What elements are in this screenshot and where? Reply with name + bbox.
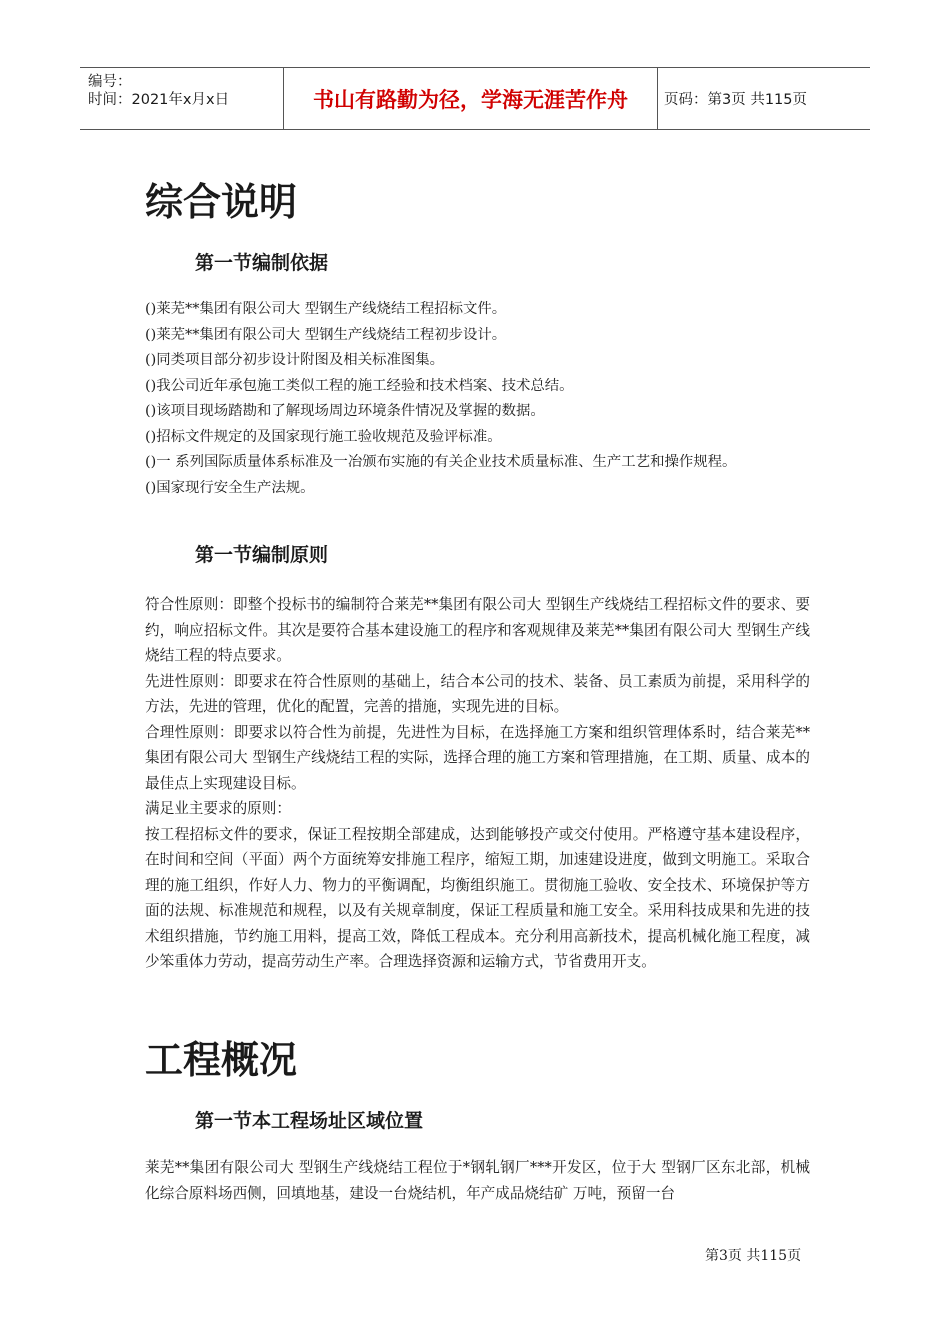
paragraph: 合理性原则：即要求以符合性为前提，先进性为目标，在选择施工方案和组织管理体系时，结合莱芜**集团有限公司大 型钢生产线烧结工程的实际，选择合理的施工方案和管理措施，在工期、质量、成本的最佳点上实现建设目标。 [145,723,810,792]
document-time-label: 时间：2021年x月x日 [88,92,230,108]
subsection-title-location: 第一节本工程场址区域位置 [195,1110,424,1132]
location-body [145,1155,810,1206]
list-item: ()招标文件规定的及国家现行施工验收规范及验评标准。 [145,428,502,445]
list-item: ()国家现行安全生产法规。 [145,479,315,496]
paragraph: 按工程招标文件的要求，保证工程按期全部建成，达到能够投产或交付使用。严格遵守基本建设程序，在时间和空间（平面）两个方面统筹安排施工程序，缩短工期，加速建设进度，做到文明施工。采取合理的施工组织，作好人力、物力的平衡调配，均衡组织施工。贯彻施工验收、安全技术、环境保护等方面的法规、标准规范和规程，以及有关规章制度，保证工程质量和施工安全。采用科技成果和先进的技术组织措施，节约施工用料，提高工效，降低工程成本。充分利用高新技术，提高机械化施工程度，减少笨重体力劳动，提高劳动生产率。合理选择资源和运输方式，节省费用开支。 [145,825,810,970]
document-number-label: 编号： [88,74,132,90]
paragraph: 符合性原则：即整个投标书的编制符合莱芜**集团有限公司大 型钢生产线烧结工程招标文件的要求、要约，响应招标文件。其次是要符合基本建设施工的程序和客观规律及莱芜**集团有限公司大 型钢生产线烧结工程的特点要求。 [145,596,810,664]
list-item: ()莱芜**集团有限公司大 型钢生产线烧结工程初步设计。 [145,326,507,343]
subsection-title-principles: 第一节编制原则 [195,544,329,566]
section-title-overview: 综合说明 [145,180,298,224]
section-title-project: 工程概况 [145,1038,298,1082]
header-motto: 书山有路勤为径，学海无涯苦作舟 [283,68,658,129]
basis-list [145,297,825,501]
list-item: ()莱芜**集团有限公司大 型钢生产线烧结工程招标文件。 [145,301,507,317]
list-item: ()一 系列国际质量体系标准及一冶颁布实施的有关企业技术质量标准、生产工艺和操作规程。 [145,454,737,470]
page-footer: 第3页 共115页 [705,1248,802,1264]
subsection-title-basis: 第一节编制依据 [195,252,329,274]
list-item: ()我公司近年承包施工类似工程的施工经验和技术档案、技术总结。 [145,377,574,394]
paragraph: 莱芜**集团有限公司大 型钢生产线烧结工程位于*钢轧钢厂***开发区，位于大 型钢厂区东北部，机械化综合原料场西侧，回填地基，建设一台烧结机，年产成品烧结矿 万吨，预留一台 [145,1159,810,1202]
header-page-info: 页码：第3页 共115页 [664,92,808,108]
paragraph: 满足业主要求的原则： [145,800,291,817]
header-meta [88,68,283,129]
paragraph: 先进性原则：即要求在符合性原则的基础上，结合本公司的技术、装备、员工素质为前提，采用科学的方法，先进的管理，优化的配置，完善的措施，实现先进的目标。 [145,672,810,715]
list-item: ()同类项目部分初步设计附图及相关标准图集。 [145,352,445,368]
list-item: ()该项目现场踏勘和了解现场周边环境条件情况及掌握的数据。 [145,403,545,419]
page-header [80,67,870,130]
principles-body [145,592,810,975]
